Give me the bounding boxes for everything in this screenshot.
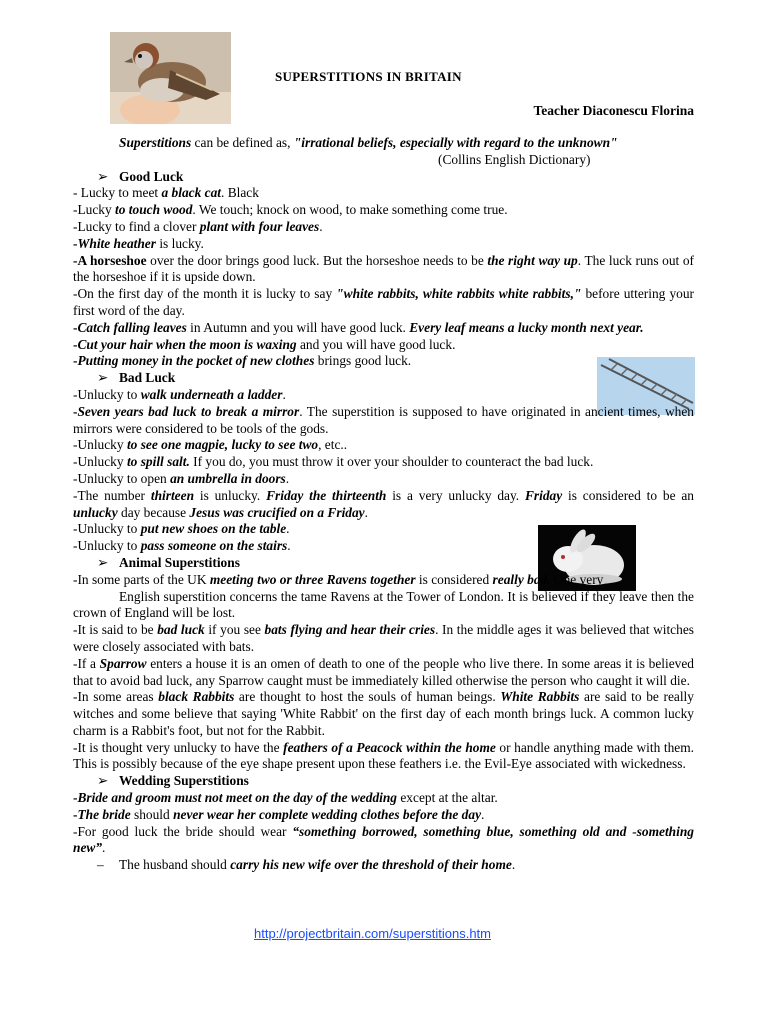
definition-source: (Collins English Dictionary)	[438, 151, 591, 167]
list-item: -In some parts of the UK meeting two or three Ravens together is considered really bad. One very	[73, 571, 604, 587]
teacher-name: Teacher Diaconescu Florina	[533, 103, 694, 118]
list-item: -Lucky to find a clover plant with four leaves.	[73, 218, 323, 234]
list-item: - Lucky to meet a black cat. Black	[73, 185, 259, 201]
arrow-bullet-icon: ➢	[97, 773, 109, 789]
list-item: -Catch falling leaves in Autumn and you will have good luck. Every leaf means a lucky month next year.	[73, 319, 644, 335]
definition-line: Superstitions can be defined as, "irrational beliefs, especially with regard to the unknown"	[119, 135, 618, 150]
section-heading-wedding: ➢ Wedding Superstitions	[97, 773, 249, 789]
list-item: -Putting money in the pocket of new clothes brings good luck.	[73, 353, 412, 369]
list-item: -Unlucky to put new shoes on the table.	[73, 521, 290, 537]
list-item: -Bride and groom must not meet on the day of the wedding except at the altar.	[73, 790, 498, 806]
arrow-bullet-icon: ➢	[97, 168, 109, 184]
arrow-bullet-icon: ➢	[97, 370, 109, 386]
list-item: -Unlucky to open an umbrella in doors.	[73, 470, 290, 486]
section-heading-good-luck: ➢ Good Luck	[97, 168, 184, 184]
list-item: -A horseshoe over the door brings good luck. But the horseshoe needs to be the right way up. The luck runs out of the horseshoe if it is upside down.	[73, 252, 695, 285]
source-link[interactable]: http://projectbritain.com/superstitions.htm	[254, 926, 491, 941]
list-item: -It is said to be bad luck if you see bats flying and hear their cries. In the middle ages it was believed that witches were closely associated with bats.	[73, 622, 694, 654]
list-item: -Unlucky to pass someone on the stairs.	[73, 538, 291, 554]
list-item: -Unlucky to see one magpie, lucky to see two, etc..	[73, 437, 348, 453]
list-item: -Unlucky to spill salt. If you do, you must throw it over your shoulder to counteract the bad luck.	[73, 454, 594, 470]
list-item: -Unlucky to walk underneath a ladder.	[73, 386, 286, 402]
document-title: SUPERSTITIONS IN BRITAIN	[275, 69, 462, 84]
dash-bullet-icon: –	[97, 857, 104, 873]
arrow-bullet-icon: ➢	[97, 554, 109, 570]
list-item: -Lucky to touch wood. We touch; knock on wood, to make something come true.	[73, 202, 508, 218]
list-item: -In some areas black Rabbits are thought to host the souls of human beings. White Rabbits are said to be really witches and some believe that saying 'White Rabbit' on the first day of each month brings luck. A common lucky charm is a Rabbit's foot, but not for the Rabbit.	[73, 689, 694, 738]
list-item: -The number thirteen is unlucky. Friday the thirteenth is a very unlucky day. Friday is considered to be an unlucky day because Jesus was crucified on a Friday.	[73, 487, 694, 520]
list-item: -For good luck the bride should wear “something borrowed, something blue, something old and -something new”.	[73, 823, 694, 856]
list-item: -White heather is lucky.	[73, 235, 204, 251]
list-item: -Cut your hair when the moon is waxing and you will have good luck.	[73, 336, 456, 352]
list-item: -It is thought very unlucky to have the feathers of a Peacock within the home or handle anything made with them. This is possibly because of the eye shape present upon these feathers i.e. the Evil-Eye associated with wickedness.	[73, 739, 694, 772]
list-item: -On the first day of the month it is lucky to say "white rabbits, white rabbits white rabbits," before uttering your first word of the day.	[73, 286, 695, 318]
definition-term: Superstitions	[119, 135, 192, 150]
list-item: – The husband should carry his new wife over the threshold of their home.	[97, 857, 516, 873]
list-item: -Seven years bad luck to break a mirror. The superstition is supposed to have originated in ancient times, when mirrors were considered to be tools of the gods.	[73, 403, 694, 436]
document-body	[73, 135, 694, 874]
list-item: -If a Sparrow enters a house it is an omen of death to one of the people who live there. In some areas it is believed that to avoid bad luck, any Sparrow caught must be immediately killed otherwise the person who caught it will die.	[73, 655, 694, 688]
section-heading-bad-luck: ➢ Bad Luck	[97, 370, 176, 386]
section-heading-animal: ➢ Animal Superstitions	[97, 554, 240, 570]
sparrow-photo	[110, 32, 231, 124]
list-item: -The bride should never wear her complete wedding clothes before the day.	[73, 806, 485, 822]
list-item: English superstition concerns the tame Ravens at the Tower of London. It is believed if they leave then the crown of England will be lost.	[73, 588, 694, 621]
